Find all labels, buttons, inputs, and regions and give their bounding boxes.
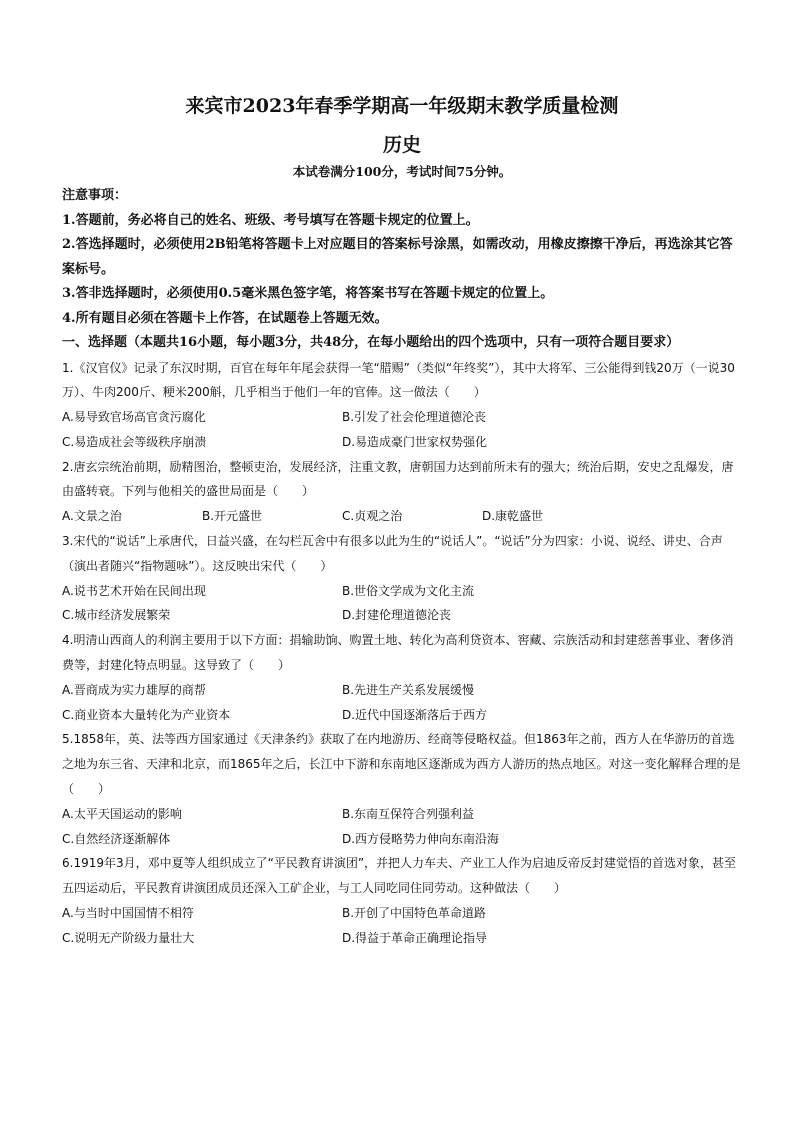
- exam-info: 本试卷满分100分，考试时间75分钟。: [292, 164, 512, 179]
- option-c: C.商业资本大量转化为产业资本: [62, 707, 231, 722]
- option-a: A.太平天国运动的影响: [62, 806, 182, 821]
- option-c: C.城市经济发展繁荣: [62, 608, 171, 623]
- option-d: D.封建伦理道德沦丧: [342, 608, 452, 623]
- option-a: A.易导致官场高官贪污腐化: [62, 410, 206, 425]
- section-heading: 一、选择题（本题共16小题，每小题3分，共48分，在每小题给出的四个选项中，只有一项符合题目要求）: [62, 335, 680, 350]
- question-3-stem: 3.宋代的“说话”上承唐代，日益兴盛，在勾栏瓦舍中有很多以此为生的“说话人”。“说话”分为四家：小说、说经、讲史、合声（演出者随兴“指物题咏”）。这反映出宋代（ ）: [62, 534, 723, 573]
- option-d: D.康乾盛世: [482, 509, 544, 524]
- notice-item: 3.答非选择题时，必须使用0.5毫米黑色签字笔，将答案书写在答题卡规定的位置上。: [62, 286, 554, 301]
- notice-heading: 注意事项：: [62, 188, 128, 203]
- question-5-stem: 5.1858年，英、法等西方国家通过《天津条约》获取了在内地游历、经商等侵略权益。但1863年之前，西方人在华游历的首选之地为东三省、天津和北京，而1865年之后，长江中下游和东南地区逐渐成为西方人游历的热点地区。对这一变化解释合理的是（ ）: [62, 732, 741, 797]
- question-2-options: [62, 504, 742, 529]
- option-b: B.开创了中国特色革命道路: [342, 906, 487, 921]
- notice-item: 1.答题前，务必将自己的姓名、班级、考号填写在答题卡规定的位置上。: [62, 212, 479, 228]
- notice-item: 4.所有题目必须在答题卡上作答，在试题卷上答题无效。: [62, 310, 388, 326]
- option-b: B.引发了社会伦理道德沦丧: [342, 410, 487, 425]
- question-6-stem: 6.1919年3月，邓中夏等人组织成立了“平民教育讲演团”，并把人力车夫、产业工人作为启迪反帝反封建觉悟的首选对象，甚至五四运动后，平民教育讲演团成员还深入工矿企业，与工人同吃同住同劳动。这种做法（ ）: [62, 856, 737, 896]
- question-2-stem: 2.唐玄宗统治前期，励精图治，整顿吏治，发展经济，注重文教，唐朝国力达到前所未有的强大；统治后期，安史之乱爆发，唐由盛转衰。下列与他相关的盛世局面是（ ）: [62, 459, 734, 499]
- question-4-stem: 4.明清山西商人的利润主要用于以下方面：捐输助饷、购置土地、转化为高利贷资本、窖藏、宗族活动和封建慈善事业、奢侈消费等，封建化特点明显。这导致了（ ）: [62, 633, 734, 673]
- exam-page: [62, 92, 742, 951]
- option-a: A.文景之治: [62, 509, 122, 524]
- notice-item: 2.答选择题时，必须使用2B铅笔将答题卡上对应题目的答案标号涂黑，如需改动，用橡皮擦擦干净后，再选涂其它答案标号。: [62, 237, 733, 277]
- option-b: B.世俗文学成为文化主流: [342, 583, 475, 598]
- option-c: C.自然经济逐渐解体: [62, 831, 171, 846]
- question-1-options: [62, 405, 742, 455]
- option-b: B.先进生产关系发展缓慢: [342, 682, 475, 697]
- option-a: A.说书艺术开始在民间出现: [62, 583, 206, 598]
- question-1-stem: 1.《汉官仪》记录了东汉时期，百官在每年年尾会获得一笔“腊赐”（类似“年终奖”），其中大将军、三公能得到钱20万（一说30万）、牛肉200斤、粳米200斛，几乎相当于他们一年的官俸。这一做法（ ）: [62, 360, 735, 400]
- option-c: C.说明无产阶级力量壮大: [62, 930, 195, 945]
- question-5-options: [62, 802, 742, 852]
- option-d: D.西方侵略势力伸向东南沿海: [342, 831, 500, 846]
- option-c: C.易造成社会等级秩序崩溃: [62, 434, 207, 449]
- question-6-options: [62, 901, 742, 951]
- option-a: A.与当时中国国情不相符: [62, 906, 194, 921]
- option-b: B.开元盛世: [202, 509, 263, 524]
- exam-title: 来宾市2023年春季学期高一年级期末教学质量检测: [185, 95, 619, 117]
- option-d: D.近代中国逐渐落后于西方: [342, 707, 488, 722]
- option-d: D.易造成豪门世家权势强化: [342, 434, 488, 449]
- question-3-options: [62, 579, 742, 629]
- exam-subject: 历史: [382, 134, 421, 156]
- option-a: A.晋商成为实力雄厚的商帮: [62, 682, 206, 697]
- option-c: C.贞观之治: [342, 509, 403, 524]
- question-4-options: [62, 678, 742, 728]
- option-d: D.得益于革命正确理论指导: [342, 930, 488, 945]
- option-b: B.东南互保符合列强利益: [342, 806, 475, 821]
